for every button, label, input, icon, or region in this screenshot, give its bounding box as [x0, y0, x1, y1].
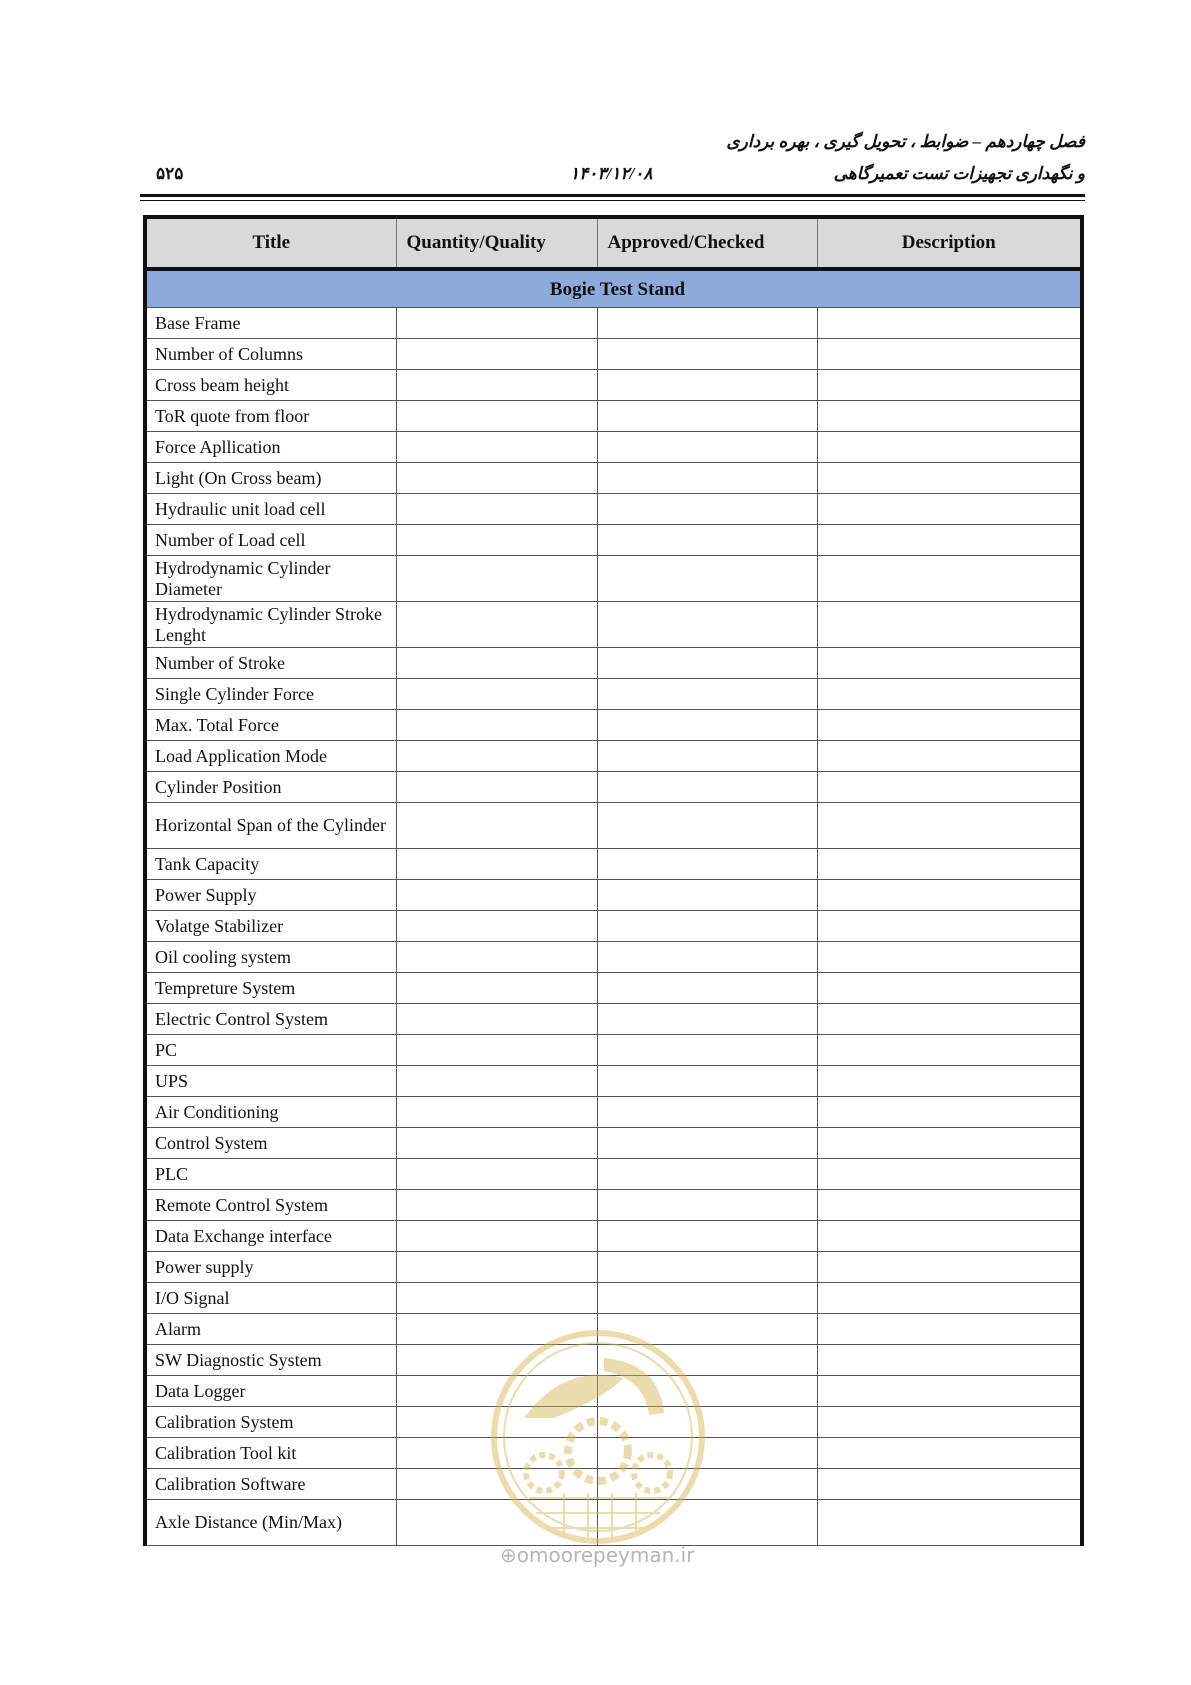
quantity-cell[interactable]	[396, 1314, 597, 1345]
description-cell[interactable]	[817, 463, 1082, 494]
row-title: Axle Distance (Min/Max)	[145, 1500, 396, 1546]
quantity-cell[interactable]	[396, 1159, 597, 1190]
row-title: Load Application Mode	[145, 741, 396, 772]
approved-cell[interactable]	[597, 1128, 817, 1159]
row-title: Alarm	[145, 1314, 396, 1345]
row-title: Power supply	[145, 1252, 396, 1283]
row-title: Data Logger	[145, 1376, 396, 1407]
description-cell[interactable]	[817, 602, 1082, 648]
description-cell[interactable]	[817, 648, 1082, 679]
table-row	[145, 1376, 1082, 1407]
table-row	[145, 1159, 1082, 1190]
approved-cell[interactable]	[597, 525, 817, 556]
approved-cell[interactable]	[597, 1407, 817, 1438]
approved-cell[interactable]	[597, 1035, 817, 1066]
description-cell[interactable]	[817, 880, 1082, 911]
row-title: Base Frame	[145, 308, 396, 339]
description-cell[interactable]	[817, 494, 1082, 525]
approved-cell[interactable]	[597, 942, 817, 973]
quantity-cell[interactable]	[396, 556, 597, 602]
table-row	[145, 1128, 1082, 1159]
description-cell[interactable]	[817, 401, 1082, 432]
description-cell[interactable]	[817, 1314, 1082, 1345]
row-title: UPS	[145, 1066, 396, 1097]
header-rule-thick	[140, 194, 1085, 197]
checklist-table	[143, 215, 1084, 1546]
description-cell[interactable]	[817, 308, 1082, 339]
description-cell[interactable]	[817, 1469, 1082, 1500]
approved-cell[interactable]	[597, 308, 817, 339]
description-cell[interactable]	[817, 1190, 1082, 1221]
row-title: Calibration Tool kit	[145, 1438, 396, 1469]
quantity-cell[interactable]	[396, 370, 597, 401]
quantity-cell[interactable]	[396, 849, 597, 880]
table-row	[145, 370, 1082, 401]
approved-cell[interactable]	[597, 1345, 817, 1376]
row-title: PC	[145, 1035, 396, 1066]
quantity-cell[interactable]	[396, 401, 597, 432]
table-row	[145, 525, 1082, 556]
watermark-url: omoorepeyman.ir	[516, 1543, 695, 1567]
quantity-cell[interactable]	[396, 1438, 597, 1469]
approved-cell[interactable]	[597, 1221, 817, 1252]
approved-cell[interactable]	[597, 1252, 817, 1283]
description-cell[interactable]	[817, 1004, 1082, 1035]
description-cell[interactable]	[817, 1407, 1082, 1438]
table-header-row	[145, 217, 1082, 269]
quantity-cell[interactable]	[396, 1283, 597, 1314]
approved-cell[interactable]	[597, 1004, 817, 1035]
description-cell[interactable]	[817, 556, 1082, 602]
description-cell[interactable]	[817, 1221, 1082, 1252]
table-row	[145, 1066, 1082, 1097]
table-row	[145, 308, 1082, 339]
description-cell[interactable]	[817, 432, 1082, 463]
description-cell[interactable]	[817, 1159, 1082, 1190]
approved-cell[interactable]	[597, 494, 817, 525]
approved-cell[interactable]	[597, 741, 817, 772]
row-title: Number of Stroke	[145, 648, 396, 679]
quantity-cell[interactable]	[396, 911, 597, 942]
approved-cell[interactable]	[597, 911, 817, 942]
row-title: Light (On Cross beam)	[145, 463, 396, 494]
globe-icon: ⊕	[500, 1543, 517, 1567]
approved-cell[interactable]	[597, 973, 817, 1004]
chapter-title-line1: فصل چهاردهم – ضوابط ، تحویل گیری ، بهره برداری	[726, 132, 1085, 151]
description-cell[interactable]	[817, 942, 1082, 973]
quantity-cell[interactable]	[396, 494, 597, 525]
table-row	[145, 942, 1082, 973]
description-cell[interactable]	[817, 1128, 1082, 1159]
description-cell[interactable]	[817, 803, 1082, 849]
quantity-cell[interactable]	[396, 973, 597, 1004]
description-cell[interactable]	[817, 973, 1082, 1004]
table-row	[145, 741, 1082, 772]
approved-cell[interactable]	[597, 1066, 817, 1097]
row-title: Electric Control System	[145, 1004, 396, 1035]
row-title: SW Diagnostic System	[145, 1345, 396, 1376]
approved-cell[interactable]	[597, 849, 817, 880]
quantity-cell[interactable]	[396, 679, 597, 710]
table-row	[145, 1345, 1082, 1376]
section-row	[145, 269, 1082, 308]
quantity-cell[interactable]	[396, 1035, 597, 1066]
row-title: I/O Signal	[145, 1283, 396, 1314]
quantity-cell[interactable]	[396, 1252, 597, 1283]
quantity-cell[interactable]	[396, 942, 597, 973]
approved-cell[interactable]	[597, 880, 817, 911]
row-title: Hydrodynamic Cylinder Stroke Lenght	[145, 602, 396, 648]
table-row	[145, 1469, 1082, 1500]
quantity-cell[interactable]	[396, 1128, 597, 1159]
description-cell[interactable]	[817, 1035, 1082, 1066]
table-row	[145, 973, 1082, 1004]
row-title: Tempreture System	[145, 973, 396, 1004]
approved-cell[interactable]	[597, 432, 817, 463]
quantity-cell[interactable]	[396, 1066, 597, 1097]
table-row	[145, 710, 1082, 741]
description-cell[interactable]	[817, 741, 1082, 772]
row-title: Volatge Stabilizer	[145, 911, 396, 942]
table-row	[145, 1190, 1082, 1221]
table-row	[145, 880, 1082, 911]
row-title: Tank Capacity	[145, 849, 396, 880]
row-title: Data Exchange interface	[145, 1221, 396, 1252]
description-cell[interactable]	[817, 1252, 1082, 1283]
table-row	[145, 401, 1082, 432]
quantity-cell[interactable]	[396, 339, 597, 370]
description-cell[interactable]	[817, 1066, 1082, 1097]
table-row	[145, 1004, 1082, 1035]
approved-cell[interactable]	[597, 1190, 817, 1221]
approved-cell[interactable]	[597, 401, 817, 432]
header-rule-thin	[140, 200, 1085, 201]
row-title: Calibration Software	[145, 1469, 396, 1500]
approved-cell[interactable]	[597, 1438, 817, 1469]
approved-cell[interactable]	[597, 1500, 817, 1546]
column-header-approved: Approved/Checked	[597, 217, 817, 269]
approved-cell[interactable]	[597, 602, 817, 648]
quantity-cell[interactable]	[396, 1097, 597, 1128]
approved-cell[interactable]	[597, 1097, 817, 1128]
quantity-cell[interactable]	[396, 741, 597, 772]
table-row	[145, 1035, 1082, 1066]
approved-cell[interactable]	[597, 772, 817, 803]
checklist-table-container	[143, 215, 1080, 1546]
row-title: Force Apllication	[145, 432, 396, 463]
quantity-cell[interactable]	[396, 710, 597, 741]
description-cell[interactable]	[817, 525, 1082, 556]
table-row	[145, 556, 1082, 602]
description-cell[interactable]	[817, 1283, 1082, 1314]
quantity-cell[interactable]	[396, 1345, 597, 1376]
table-row	[145, 911, 1082, 942]
quantity-cell[interactable]	[396, 803, 597, 849]
quantity-cell[interactable]	[396, 1407, 597, 1438]
description-cell[interactable]	[817, 1376, 1082, 1407]
description-cell[interactable]	[817, 1097, 1082, 1128]
row-title: Max. Total Force	[145, 710, 396, 741]
row-title: ToR quote from floor	[145, 401, 396, 432]
approved-cell[interactable]	[597, 556, 817, 602]
table-row	[145, 648, 1082, 679]
quantity-cell[interactable]	[396, 648, 597, 679]
approved-cell[interactable]	[597, 710, 817, 741]
column-header-description: Description	[817, 217, 1082, 269]
table-row	[145, 679, 1082, 710]
quantity-cell[interactable]	[396, 1469, 597, 1500]
row-title: Cylinder Position	[145, 772, 396, 803]
section-title: Bogie Test Stand	[145, 269, 1082, 308]
table-row	[145, 602, 1082, 648]
description-cell[interactable]	[817, 710, 1082, 741]
row-title: Cross beam height	[145, 370, 396, 401]
table-row	[145, 494, 1082, 525]
approved-cell[interactable]	[597, 1159, 817, 1190]
quantity-cell[interactable]	[396, 1500, 597, 1546]
description-cell[interactable]	[817, 1345, 1082, 1376]
quantity-cell[interactable]	[396, 602, 597, 648]
approved-cell[interactable]	[597, 679, 817, 710]
table-row	[145, 1097, 1082, 1128]
column-header-quantity: Quantity/Quality	[396, 217, 597, 269]
table-row	[145, 1252, 1082, 1283]
table-row	[145, 849, 1082, 880]
table-row	[145, 1407, 1082, 1438]
quantity-cell[interactable]	[396, 1376, 597, 1407]
description-cell[interactable]	[817, 1500, 1082, 1546]
row-title: Horizontal Span of the Cylinder	[145, 803, 396, 849]
approved-cell[interactable]	[597, 370, 817, 401]
quantity-cell[interactable]	[396, 308, 597, 339]
row-title: Air Conditioning	[145, 1097, 396, 1128]
table-row	[145, 339, 1082, 370]
description-cell[interactable]	[817, 370, 1082, 401]
description-cell[interactable]	[817, 772, 1082, 803]
row-title: Number of Load cell	[145, 525, 396, 556]
table-row	[145, 1314, 1082, 1345]
approved-cell[interactable]	[597, 803, 817, 849]
quantity-cell[interactable]	[396, 432, 597, 463]
row-title: Single Cylinder Force	[145, 679, 396, 710]
quantity-cell[interactable]	[396, 880, 597, 911]
quantity-cell[interactable]	[396, 1190, 597, 1221]
table-row	[145, 1221, 1082, 1252]
column-header-title: Title	[145, 217, 396, 269]
header-date: ۱۴۰۳/۱۲/۰۸	[570, 164, 653, 183]
approved-cell[interactable]	[597, 1469, 817, 1500]
quantity-cell[interactable]	[396, 1221, 597, 1252]
row-title: Hydrodynamic Cylinder Diameter	[145, 556, 396, 602]
page-number: ۵۲۵	[156, 164, 184, 183]
row-title: Remote Control System	[145, 1190, 396, 1221]
row-title: Number of Columns	[145, 339, 396, 370]
quantity-cell[interactable]	[396, 525, 597, 556]
row-title: Control System	[145, 1128, 396, 1159]
quantity-cell[interactable]	[396, 1004, 597, 1035]
row-title: Oil cooling system	[145, 942, 396, 973]
approved-cell[interactable]	[597, 648, 817, 679]
row-title: PLC	[145, 1159, 396, 1190]
description-cell[interactable]	[817, 1438, 1082, 1469]
approved-cell[interactable]	[597, 1314, 817, 1345]
description-cell[interactable]	[817, 679, 1082, 710]
table-row	[145, 463, 1082, 494]
table-row	[145, 1283, 1082, 1314]
table-row	[145, 1438, 1082, 1469]
row-title: Power Supply	[145, 880, 396, 911]
table-row	[145, 1500, 1082, 1546]
description-cell[interactable]	[817, 911, 1082, 942]
quantity-cell[interactable]	[396, 772, 597, 803]
quantity-cell[interactable]	[396, 463, 597, 494]
description-cell[interactable]	[817, 339, 1082, 370]
chapter-title-line2: و نگهداری تجهیزات تست تعمیرگاهی	[833, 164, 1085, 183]
table-row	[145, 772, 1082, 803]
row-title: Hydraulic unit load cell	[145, 494, 396, 525]
table-row	[145, 432, 1082, 463]
approved-cell[interactable]	[597, 339, 817, 370]
approved-cell[interactable]	[597, 463, 817, 494]
row-title: Calibration System	[145, 1407, 396, 1438]
description-cell[interactable]	[817, 849, 1082, 880]
approved-cell[interactable]	[597, 1283, 817, 1314]
watermark-site-text	[500, 1543, 694, 1567]
table-row	[145, 803, 1082, 849]
approved-cell[interactable]	[597, 1376, 817, 1407]
